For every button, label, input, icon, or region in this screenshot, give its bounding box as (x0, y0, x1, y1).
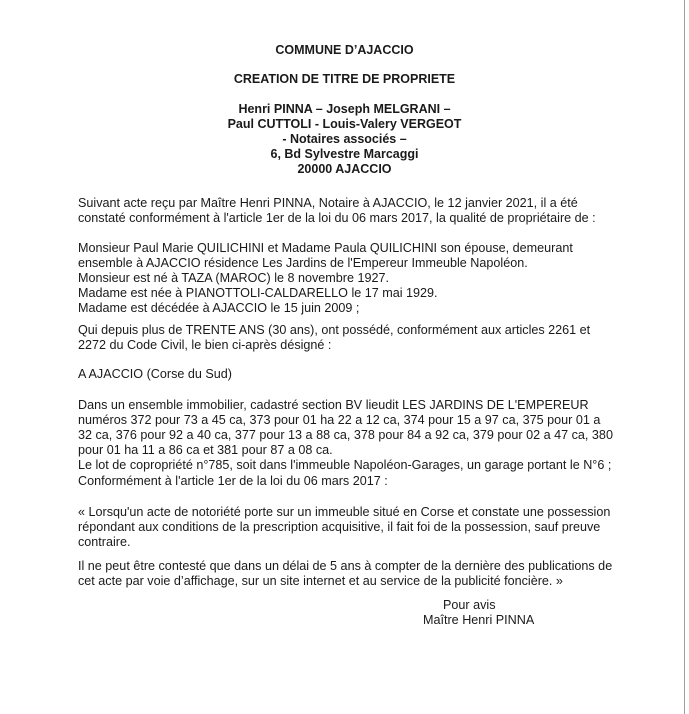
paragraph-line: ensemble à AJACCIO résidence Les Jardins de l'Empereur Immeuble Napoléon. (78, 256, 528, 270)
paragraph-line: Madame est décédée à AJACCIO le 15 juin 2009 ; (78, 301, 360, 315)
commune-heading: COMMUNE D’AJACCIO (275, 43, 414, 57)
paragraph-line: Qui depuis plus de TRENTE ANS (30 ans), ont possédé, conformément aux articles 2261 et (78, 323, 591, 337)
notaries-address-line: 6, Bd Sylvestre Marcaggi (270, 147, 419, 161)
property-paragraph (78, 398, 658, 473)
owners-paragraph (78, 241, 658, 316)
paragraph-line: 2272 du Code Civil, le bien ci-après désigné : (78, 338, 332, 352)
contest-paragraph (78, 559, 658, 589)
paragraph-line: Le lot de copropriété n°785, soit dans l'immeuble Napoléon-Garages, un garage portant le N°6 ; (78, 458, 612, 472)
paragraph-line: « Lorsqu'un acte de notoriété porte sur un immeuble situé en Corse et constate une possession (78, 505, 611, 519)
paragraph-line: Il ne peut être contesté que dans un délai de 5 ans à compter de la dernière des publications de (78, 559, 613, 573)
paragraph-line: pour 01 ha 11 a 86 ca et 381 pour 87 a 08 ca. (78, 443, 333, 457)
paragraph-line: cet acte par voie d’affichage, sur un site internet et au service de la publicité foncière. » (78, 574, 563, 588)
paragraph-line: répondant aux conditions de la prescription acquisitive, il fait foi de la possession, sauf preuve (78, 520, 601, 534)
signature-name: Maître Henri PINNA (423, 613, 535, 627)
notaries-line: Paul CUTTOLI - Louis-Valery VERGEOT (227, 117, 462, 131)
paragraph-line: 32 ca, 376 pour 92 a 40 ca, 377 pour 13 a 88 ca, 378 pour 84 a 92 ca, 379 pour 02 a 47 ca, 380 (78, 428, 613, 442)
paragraph-line: Suivant acte reçu par Maître Henri PINNA, Notaire à AJACCIO, le 12 janvier 2021, il a été (78, 196, 578, 210)
paragraph-line: Monsieur est né à TAZA (MAROC) le 8 novembre 1927. (78, 271, 390, 285)
document-title: CREATION DE TITRE DE PROPRIETE (233, 72, 456, 86)
paragraph-line: Monsieur Paul Marie QUILICHINI et Madame Paula QUILICHINI son épouse, demeurant (78, 241, 573, 255)
notaries-line: Henri PINNA – Joseph MELGRANI – (238, 102, 451, 116)
notaries-city-line: 20000 AJACCIO (297, 162, 392, 176)
notaries-line: - Notaires associés – (282, 132, 407, 146)
possession-paragraph (78, 323, 658, 353)
paragraph-line: contraire. (78, 535, 131, 549)
paragraph-line: Conformément à l'article 1er de la loi du 06 mars 2017 : (78, 474, 388, 488)
intro-paragraph (78, 196, 658, 226)
signature-pour-avis: Pour avis (443, 598, 496, 612)
paragraph-line: A AJACCIO (Corse du Sud) (78, 367, 232, 381)
paragraph-line: Dans un ensemble immobilier, cadastré section BV lieudit LES JARDINS DE L'EMPEREUR (78, 398, 589, 412)
notaries-block (0, 102, 689, 177)
paragraph-line: Madame est née à PIANOTTOLI-CALDARELLO le 17 mai 1929. (78, 286, 438, 300)
paragraph-line: constaté conformément à l'article 1er de la loi du 06 mars 2017, la qualité de propriétaire de : (78, 211, 596, 225)
quote-paragraph (78, 505, 658, 550)
law-reference-paragraph (78, 474, 658, 489)
paragraph-line: numéros 372 pour 73 a 45 ca, 373 pour 01 ha 22 a 12 ca, 374 pour 15 a 97 ca, 375 pour 01 a (78, 413, 601, 427)
location-paragraph (78, 367, 658, 382)
